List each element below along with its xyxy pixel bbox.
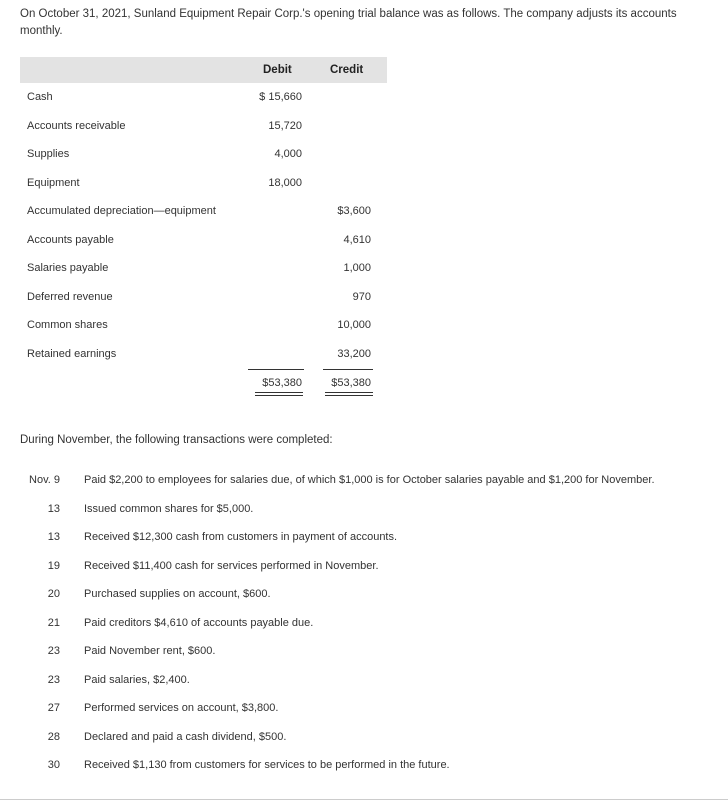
account-name: Supplies: [27, 148, 70, 160]
transaction-description: Paid November rent, $600.: [84, 645, 216, 657]
transaction-date: 19: [47, 560, 60, 572]
transaction-date: 30: [47, 759, 60, 771]
credit-amount: 33,200: [337, 348, 371, 360]
transactions-intro: During November, the following transactions were completed:: [20, 434, 333, 446]
credit-total-double-underline: [325, 392, 373, 396]
transaction-date: 20: [47, 588, 60, 600]
credit-subtotal-rule: [323, 369, 373, 370]
transaction-date: 23: [47, 645, 60, 657]
debit-amount: 18,000: [268, 177, 302, 189]
account-name: Accounts receivable: [27, 120, 126, 132]
account-name: Equipment: [27, 177, 80, 189]
transaction-description: Received $11,400 cash for services performed in November.: [84, 560, 379, 572]
debit-column-header: Debit: [263, 64, 292, 76]
transaction-description: Received $1,130 from customers for services to be performed in the future.: [84, 759, 450, 771]
transaction-description: Paid creditors $4,610 of accounts payable due.: [84, 617, 314, 629]
credit-amount: 4,610: [343, 234, 371, 246]
credit-column-header: Credit: [330, 64, 364, 76]
transaction-date: 21: [47, 617, 60, 629]
debit-amount: 15,720: [268, 120, 302, 132]
transaction-description: Paid salaries, $2,400.: [84, 674, 190, 686]
credit-amount: 970: [352, 291, 371, 303]
debit-amount: $ 15,660: [259, 91, 302, 103]
transaction-date: 13: [47, 503, 60, 515]
credit-amount: $3,600: [337, 205, 371, 217]
account-name: Accounts payable: [27, 234, 114, 246]
account-name: Deferred revenue: [27, 291, 113, 303]
page-bottom-divider: [0, 799, 728, 800]
transaction-description: Purchased supplies on account, $600.: [84, 588, 271, 600]
credit-amount: 10,000: [337, 319, 371, 331]
debit-total: $53,380: [262, 377, 302, 389]
transaction-date: 13: [47, 531, 60, 543]
account-name: Common shares: [27, 319, 108, 331]
debit-amount: 4,000: [274, 148, 302, 160]
transaction-description: Issued common shares for $5,000.: [84, 503, 254, 515]
account-name: Accumulated depreciation—equipment: [27, 205, 216, 217]
transaction-description: Performed services on account, $3,800.: [84, 702, 279, 714]
transaction-description: Received $12,300 cash from customers in payment of accounts.: [84, 531, 398, 543]
transaction-date: Nov. 9: [29, 474, 60, 486]
intro-paragraph: On October 31, 2021, Sunland Equipment Repair Corp.'s opening trial balance was as follows. The company adjusts its accounts monthly.: [20, 8, 677, 37]
debit-total-double-underline: [255, 392, 303, 396]
transaction-date: 27: [47, 702, 60, 714]
transaction-date: 28: [47, 731, 60, 743]
transaction-description: Paid $2,200 to employees for salaries due, of which $1,000 is for October salaries payable and $1,200 for November.: [84, 474, 655, 486]
account-name: Salaries payable: [27, 262, 109, 274]
debit-subtotal-rule: [248, 369, 304, 370]
credit-amount: 1,000: [343, 262, 371, 274]
transaction-date: 23: [47, 674, 60, 686]
account-name: Retained earnings: [27, 348, 117, 360]
account-name: Cash: [27, 91, 53, 103]
credit-total: $53,380: [331, 377, 371, 389]
transaction-description: Declared and paid a cash dividend, $500.: [84, 731, 287, 743]
